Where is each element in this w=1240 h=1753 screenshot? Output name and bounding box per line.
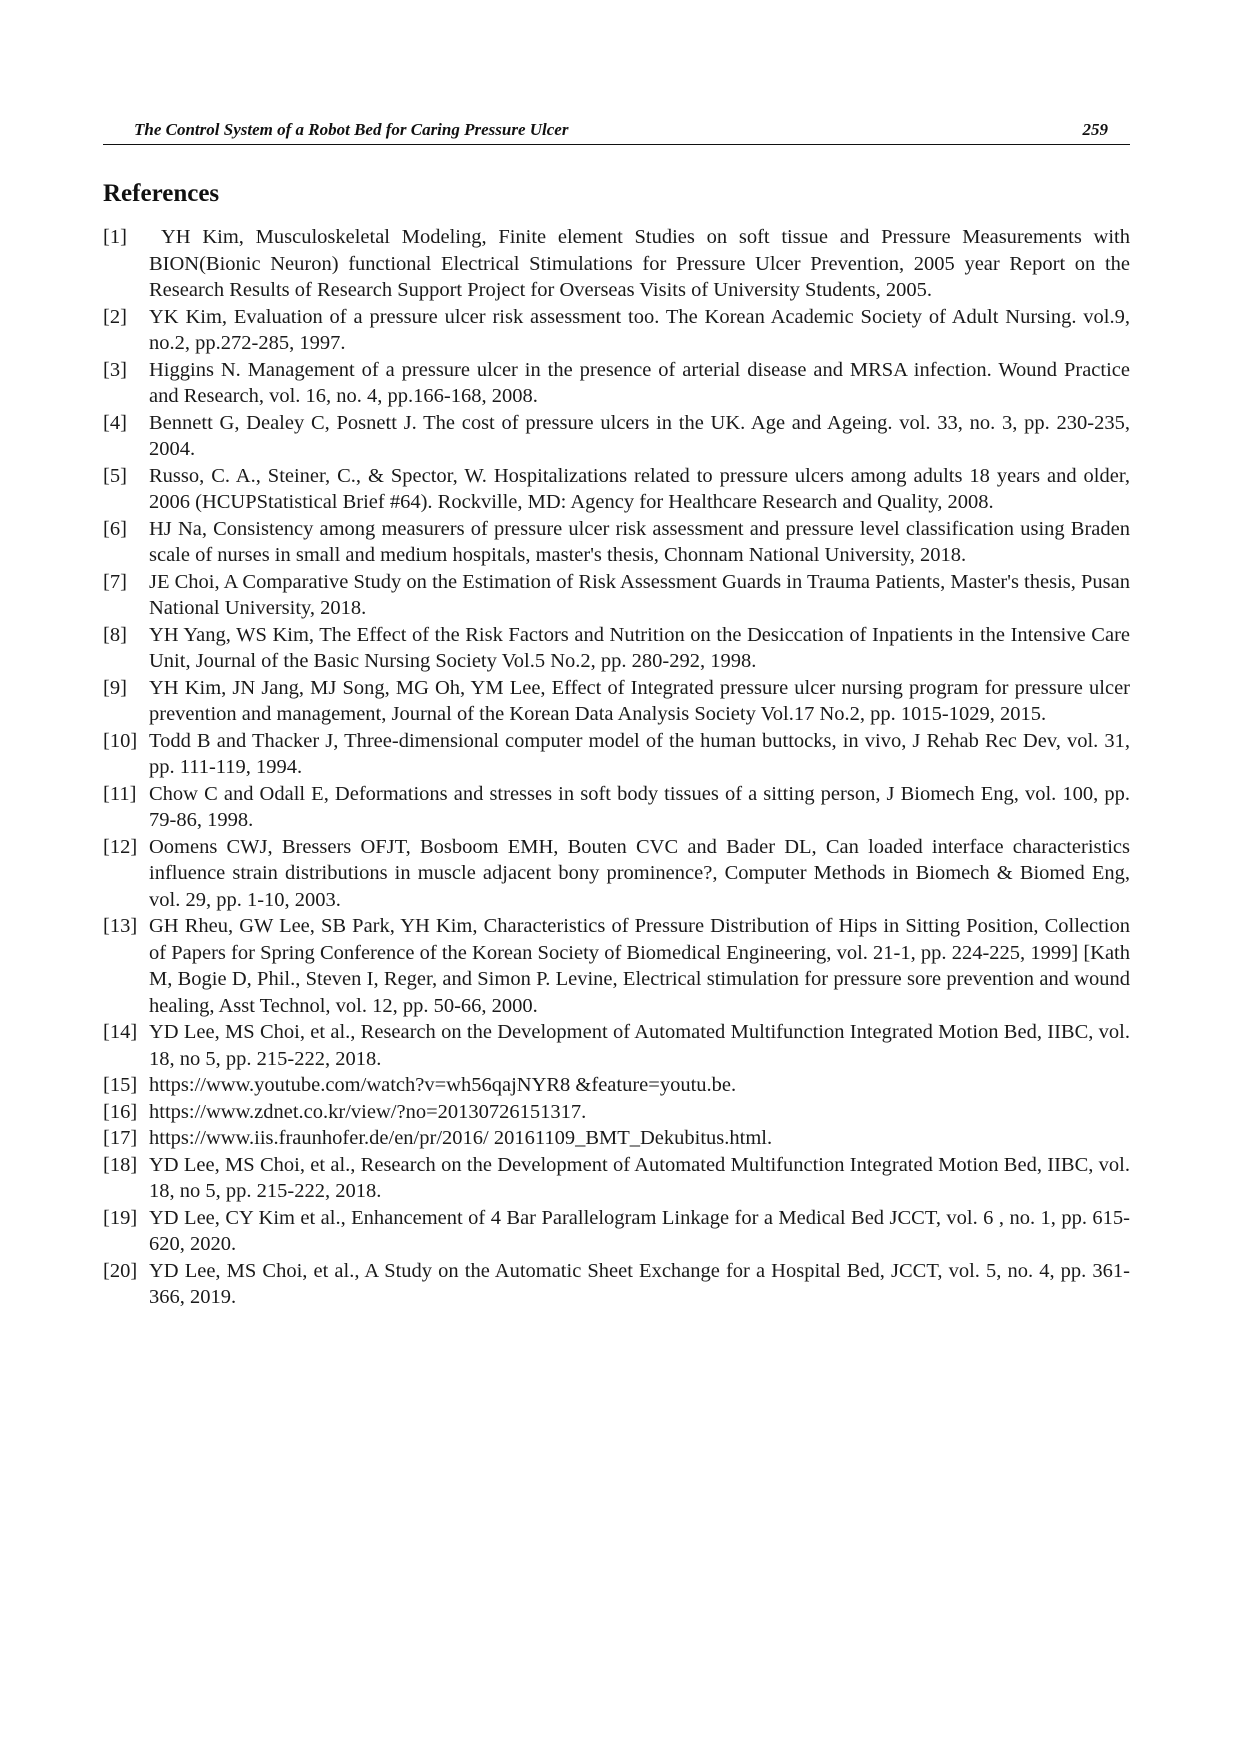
running-title: The Control System of a Robot Bed for Caring Pressure Ulcer [134,120,569,139]
reference-text: YH Kim, JN Jang, MJ Song, MG Oh, YM Lee, Effect of Integrated pressure ulcer nursing program for pressure ulcer prevention and management, Journal of the Korean Data Analysis Society Vol.17 No.2, pp. 1015-1029, 2015. [149,676,1130,725]
reference-list [103,224,1130,1311]
running-header [103,118,1130,145]
reference-text: YH Yang, WS Kim, The Effect of the Risk Factors and Nutrition on the Desiccation of Inpatients in the Intensive Care Unit, Journal of the Basic Nursing Society Vol.5 No.2, pp. 280-292, 1998. [149,623,1130,672]
reference-text: Higgins N. Management of a pressure ulcer in the presence of arterial disease and MRSA infection. Wound Practice and Research, vol. 16, no. 4, pp.166-168, 2008. [149,358,1130,407]
reference-item [103,1258,1130,1311]
reference-number: [2] [103,305,127,328]
reference-text: Todd B and Thacker J, Three-dimensional computer model of the human buttocks, in vivo, J Rehab Rec Dev, vol. 31, pp. 111-119, 1994. [149,729,1130,778]
reference-number: [9] [103,676,127,699]
reference-number: [16] [103,1100,138,1123]
reference-number: [6] [103,517,127,540]
reference-number: [7] [103,570,127,593]
reference-number: [13] [103,915,138,937]
reference-text: YK Kim, Evaluation of a pressure ulcer risk assessment too. The Korean Academic Society of Adult Nursing. vol.9, no.2, pp.272-285, 1997. [149,305,1130,354]
reference-item [103,1099,1130,1126]
reference-item [103,463,1130,516]
reference-number: [8] [103,623,127,646]
reference-number: [17] [103,1127,138,1149]
reference-text: YH Kim, Musculoskeletal Modeling, Finite element Studies on soft tissue and Pressure Measurements with BION(Bionic Neuron) functional Electrical Stimulations for Pressure Ulcer Prevention, 2005 year Report on the Research Results of Research Support Project for Overseas Visits of University Students, 2005. [149,226,1130,301]
reference-text: YD Lee, MS Choi, et al., Research on the Development of Automated Multifunction Integrated Motion Bed, IIBC, vol. 18, no 5, pp. 215-222, 2018. [149,1153,1130,1202]
reference-number: [15] [103,1074,138,1096]
reference-item [103,1125,1130,1152]
reference-item [103,1205,1130,1258]
reference-text: https://www.zdnet.co.kr/view/?no=20130726151317. [149,1100,587,1123]
reference-item [103,569,1130,622]
reference-text: JE Choi, A Comparative Study on the Estimation of Risk Assessment Guards in Trauma Patients, Master's thesis, Pusan National University, 2018. [149,570,1130,619]
reference-item [103,1152,1130,1205]
reference-text: Chow C and Odall E, Deformations and stresses in soft body tissues of a sitting person, J Biomech Eng, vol. 100, pp. 79-86, 1998. [149,782,1130,831]
section-heading: References [103,180,220,207]
reference-text: Russo, C. A., Steiner, C., & Spector, W. Hospitalizations related to pressure ulcers among adults 18 years and older, 2006 (HCUPStatistical Brief #64). Rockville, MD: Agency for Healthcare Research and Quality, 2008. [149,464,1130,513]
reference-number: [5] [103,464,127,487]
reference-number: [12] [103,835,138,858]
reference-item [103,1019,1130,1072]
reference-text: Bennett G, Dealey C, Posnett J. The cost of pressure ulcers in the UK. Age and Ageing. vol. 33, no. 3, pp. 230-235, 2004. [149,411,1130,460]
reference-text: YD Lee, MS Choi, et al., A Study on the Automatic Sheet Exchange for a Hospital Bed, JCCT, vol. 5, no. 4, pp. 361-366, 2019. [149,1259,1130,1308]
reference-item [103,516,1130,569]
reference-text: Oomens CWJ, Bressers OFJT, Bosboom EMH, Bouten CVC and Bader DL, Can loaded interface characteristics influence strain distributions in muscle adjacent bony prominence?, Computer Methods in Biomech & Biomed Eng, vol. 29, pp. 1-10, 2003. [149,835,1130,911]
reference-text: https://www.iis.fraunhofer.de/en/pr/2016/ 20161109_BMT_Dekubitus.html. [149,1127,773,1149]
reference-item [103,728,1130,781]
reference-number: [10] [103,729,138,752]
reference-item [103,781,1130,834]
reference-number: [4] [103,411,127,434]
reference-item [103,834,1130,914]
reference-text: YD Lee, MS Choi, et al., Research on the Development of Automated Multifunction Integrated Motion Bed, IIBC, vol. 18, no 5, pp. 215-222, 2018. [149,1021,1130,1070]
reference-text: YD Lee, CY Kim et al., Enhancement of 4 Bar Parallelogram Linkage for a Medical Bed JCCT, vol. 6 , no. 1, pp. 615-620, 2020. [149,1206,1130,1255]
page-number: 259 [1082,120,1108,139]
reference-text: HJ Na, Consistency among measurers of pressure ulcer risk assessment and pressure level classification using Braden scale of nurses in small and medium hospitals, master's thesis, Chonnam National University, 2018. [149,517,1130,566]
reference-item [103,304,1130,357]
reference-number: [19] [103,1206,138,1229]
reference-number: [20] [103,1259,138,1282]
reference-number: [3] [103,358,127,381]
reference-number: [1] [103,226,127,248]
reference-number: [11] [103,782,137,805]
reference-text: https://www.youtube.com/watch?v=wh56qajNYR8 &feature=youtu.be. [149,1074,737,1096]
reference-item [103,913,1130,1019]
reference-item [103,675,1130,728]
reference-number: [14] [103,1021,138,1043]
reference-item [103,1072,1130,1099]
reference-number: [18] [103,1153,138,1176]
reference-item [103,357,1130,410]
reference-item [103,622,1130,675]
reference-item [103,224,1130,304]
reference-item [103,410,1130,463]
reference-text: GH Rheu, GW Lee, SB Park, YH Kim, Characteristics of Pressure Distribution of Hips in Sitting Position, Collection of Papers for Spring Conference of the Korean Society of Biomedical Engineering, vol. 21-1, pp. 224-225, 1999] [Kath M, Bogie D, Phil., Steven I, Reger, and Simon P. Levine, Electrical stimulation for pressure sore prevention and wound healing, Asst Technol, vol. 12, pp. 50-66, 2000. [149,915,1130,1017]
